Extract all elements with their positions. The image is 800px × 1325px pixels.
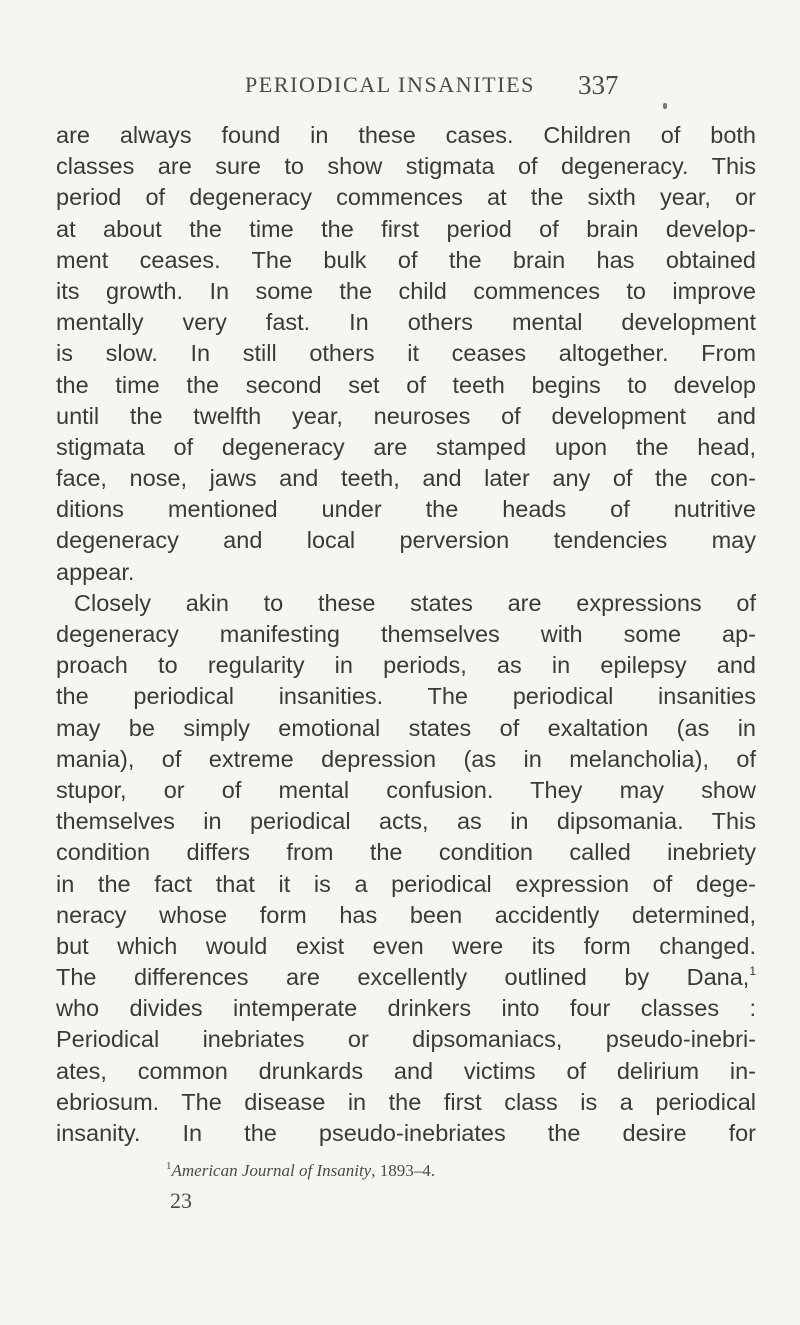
body-text <box>56 120 756 1149</box>
text-line: stigmata of degeneracy are stamped upon the head, <box>56 433 756 460</box>
footnote-source-title: American Journal of Insanity <box>171 1161 372 1180</box>
text-line: degeneracy and local perversion tendencies may <box>56 527 756 554</box>
text-line: is slow. In still others it ceases altogether. From <box>56 340 756 367</box>
text-line: ates, common drunkards and victims of delirium in- <box>56 1057 756 1084</box>
text-line: its growth. In some the child commences to improve <box>56 277 756 304</box>
text-line: themselves in periodical acts, as in dipsomania. This <box>56 808 756 835</box>
text-line: Periodical inebriates or dipsomaniacs, pseudo-inebri- <box>56 1026 756 1053</box>
text-line: mentally very fast. In others mental development <box>56 309 756 336</box>
text-line: until the twelfth year, neuroses of development and <box>56 402 756 429</box>
text-line: face, nose, jaws and teeth, and later any of the con- <box>56 465 756 492</box>
running-head <box>0 70 800 106</box>
text-line-with-footnote-ref <box>56 962 756 993</box>
text-line: the time the second set of teeth begins to develop <box>56 371 756 398</box>
text-line: who divides intemperate drinkers into four classes : <box>56 995 756 1022</box>
text-line: may be simply emotional states of exaltation (as in <box>56 714 756 741</box>
text-line: ditions mentioned under the heads of nutritive <box>56 496 756 523</box>
text-line: classes are sure to show stigmata of degeneracy. This <box>56 153 756 180</box>
text-line: the periodical insanities. The periodical insanities <box>56 683 756 710</box>
footnote-reference: 1 <box>749 964 756 979</box>
text-line: stupor, or of mental confusion. They may show <box>56 776 756 803</box>
footnote <box>166 1161 435 1181</box>
text-line: ebriosum. The disease in the first class is a periodical <box>56 1088 756 1115</box>
paragraph-start-line: Closely akin to these states are expressions of <box>74 589 756 616</box>
text-line: period of degeneracy commences at the sixth year, or <box>56 184 756 211</box>
footnote-source-detail: , 1893–4. <box>371 1161 435 1180</box>
text-line-content: The differences are excellently outlined by Dana, <box>56 964 750 991</box>
text-line: but which would exist even were its form changed. <box>56 932 756 959</box>
text-line: ment ceases. The bulk of the brain has obtained <box>56 246 756 273</box>
signature-mark: 23 <box>170 1188 192 1213</box>
text-line: neracy whose form has been accidently determined, <box>56 901 756 928</box>
text-line: condition differs from the condition called inebriety <box>56 839 756 866</box>
text-line: proach to regularity in periods, as in epilepsy and <box>56 652 756 679</box>
text-line: appear. <box>56 558 135 585</box>
text-line: at about the time the first period of brain develop- <box>56 215 756 242</box>
running-title: PERIODICAL INSANITIES <box>244 72 536 97</box>
text-line: degeneracy manifesting themselves with some ap- <box>56 621 756 647</box>
text-line: insanity. In the pseudo-inebriates the desire for <box>56 1120 756 1146</box>
page-number: 337 <box>578 70 619 100</box>
footnote-marker: 1 <box>166 1160 172 1172</box>
text-line: are always found in these cases. Children of both <box>56 122 756 148</box>
text-line: mania), of extreme depression (as in melancholia), of <box>56 745 756 772</box>
ink-speck <box>663 103 667 109</box>
text-line: in the fact that it is a periodical expression of dege- <box>56 870 756 897</box>
